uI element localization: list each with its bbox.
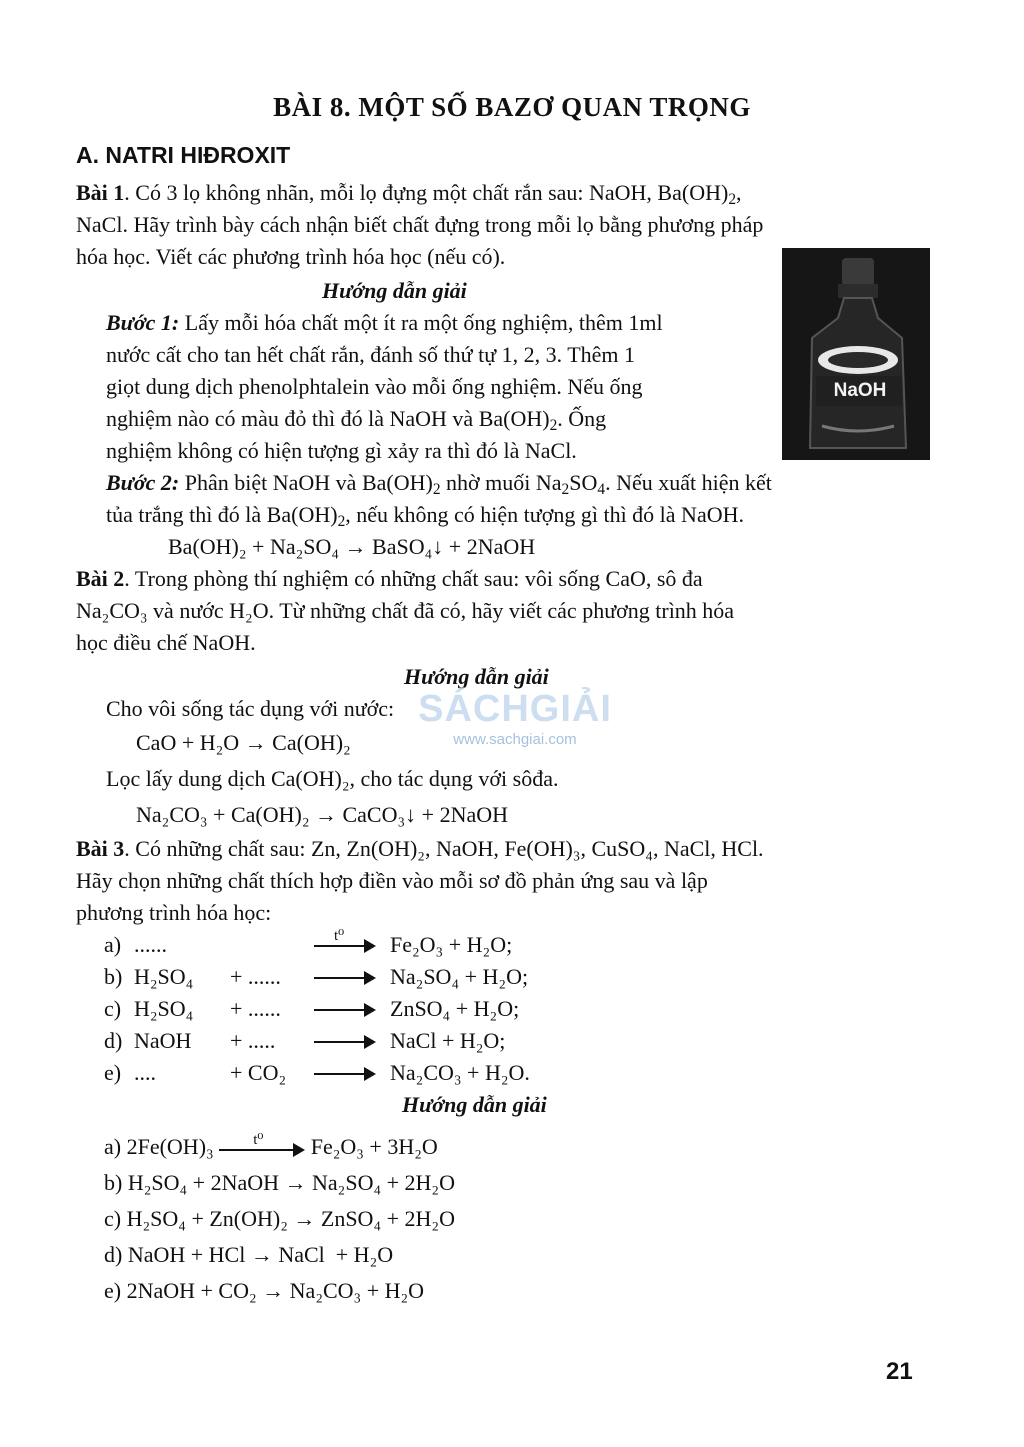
- bai1-guide-heading: Hướng dẫn giải: [322, 278, 467, 303]
- answer-b: b) H₂SO₄ + 2NaOH → Na₂SO₄ + 2H₂O: [104, 1170, 455, 1195]
- answer-c: c) H₂SO₄ + Zn(OH)₂ → ZnSO₄ + 2H₂O: [104, 1206, 455, 1231]
- bai1-equation: Ba(OH)₂ + Na₂SO₄ → BaSO₄↓ + 2NaOH: [168, 534, 536, 559]
- arrow: [314, 1063, 376, 1083]
- bai1-step1-line5: nghiệm không có hiện tượng gì xảy ra thì đó là NaCl.: [106, 438, 577, 463]
- bai2-equation1: CaO + H₂O → Ca(OH)₂: [136, 730, 351, 755]
- naoh-bottle-photo: [782, 248, 930, 460]
- bai2-label: Bài 2: [76, 566, 125, 591]
- bai1-line3: hóa học. Viết các phương trình hóa học (nếu có).: [76, 244, 506, 269]
- page-number: 21: [886, 1358, 913, 1385]
- arrow: [314, 967, 376, 987]
- watermark-logo: [410, 688, 620, 768]
- bai2-line1: Bài 2. Trong phòng thí nghiệm có những chất sau: vôi sống CaO, sô đa: [76, 566, 703, 591]
- watermark-url: www.sachgiai.com: [453, 731, 577, 748]
- bai3-label: Bài 3: [76, 836, 125, 861]
- answer-a: a) 2Fe(OH)₃ t⁰ Fe₂O₃ + 3H₂O: [104, 1131, 438, 1159]
- bai3-guide-heading: Hướng dẫn giải: [402, 1092, 547, 1117]
- bai2-step2: Lọc lấy dung dịch Ca(OH)₂, cho tác dụng với sôđa.: [106, 766, 559, 791]
- arrow: [314, 999, 376, 1019]
- bottle-illustration: [782, 248, 930, 460]
- page-title: BÀI 8. MỘT SỐ BAZƠ QUAN TRỌNG: [273, 92, 751, 122]
- bai1-step1-line2: nước cất cho tan hết chất rắn, đánh số thứ tự 1, 2, 3. Thêm 1: [106, 342, 636, 367]
- bottle-label: NaOH: [833, 380, 887, 401]
- bai3-line1: Bài 3. Có những chất sau: Zn, Zn(OH)₂, NaOH, Fe(OH)₃, CuSO₄, NaCl, HCl.: [76, 836, 764, 861]
- scheme-b: b) H₂SO₄ + ...... Na₂SO₄ + H₂O;: [104, 964, 529, 989]
- bai2-equation2: Na₂CO₃ + Ca(OH)₂ → CaCO₃↓ + 2NaOH: [136, 802, 509, 827]
- bai1-line1: Bài 1. Có 3 lọ không nhãn, mỗi lọ đựng một chất rắn sau: NaOH, $Ba(OH)_2$,: [76, 180, 742, 208]
- heat-arrow: t⁰: [219, 1139, 305, 1159]
- bai1-step1-line1: Bước 1: Lấy mỗi hóa chất một ít ra một ống nghiệm, thêm 1ml: [106, 310, 663, 335]
- bai1-label: Bài 1: [76, 180, 125, 205]
- bai3-line3: phương trình hóa học:: [76, 900, 272, 925]
- bai2-line2: Na₂CO₃ và nước H₂O. Từ những chất đã có, hãy viết các phương trình hóa: [76, 598, 735, 623]
- watermark-brand: SÁCHGIẢI: [418, 688, 612, 730]
- answer-d: d) NaOH + HCl → NaCl + H₂O: [104, 1242, 394, 1267]
- bai1-step1-line3: giọt dung dịch phenolphtalein vào mỗi ống nghiệm. Nếu ống: [106, 374, 643, 399]
- bai2-line3: học điều chế NaOH.: [76, 630, 256, 655]
- bai2-guide-heading: Hướng dẫn giải: [404, 664, 549, 689]
- bai1-step2-line1: Bước 2: Phân biệt NaOH và $Ba(OH)_2$ nhờ muối $Na_2SO_4$. Nếu xuất hiện kết: [106, 470, 772, 498]
- scheme-c: c) H₂SO₄ + ...... ZnSO₄ + H₂O;: [104, 996, 520, 1021]
- bai1-step1-line4: nghiệm nào có màu đỏ thì đó là NaOH và $Ba(OH)_2$. Ống: [106, 406, 607, 434]
- scheme-d: d) NaOH + ..... NaCl + H₂O;: [104, 1028, 506, 1053]
- answer-e: e) 2NaOH + CO₂ → Na₂CO₃ + H₂O: [104, 1278, 425, 1303]
- heat-arrow: t⁰: [314, 935, 376, 955]
- scheme-e: e) .... + CO₂ Na₂CO₃ + H₂O.: [104, 1060, 530, 1085]
- arrow: [314, 1031, 376, 1051]
- bai1-line2: NaCl. Hãy trình bày cách nhận biết chất đựng trong mỗi lọ bằng phương pháp: [76, 212, 764, 237]
- scheme-a: a) ...... t⁰ Fe₂O₃ + H₂O;: [104, 928, 513, 957]
- bai1-step2-line2: tủa trắng thì đó là $Ba(OH)_2$, nếu không có hiện tượng gì thì đó là NaOH.: [106, 502, 744, 530]
- bai3-line2: Hãy chọn những chất thích hợp điền vào mỗi sơ đồ phản ứng sau và lập: [76, 868, 708, 893]
- bai2-step1: Cho vôi sống tác dụng với nước:: [106, 696, 395, 721]
- section-heading: A. NATRI HIĐROXIT: [76, 142, 291, 168]
